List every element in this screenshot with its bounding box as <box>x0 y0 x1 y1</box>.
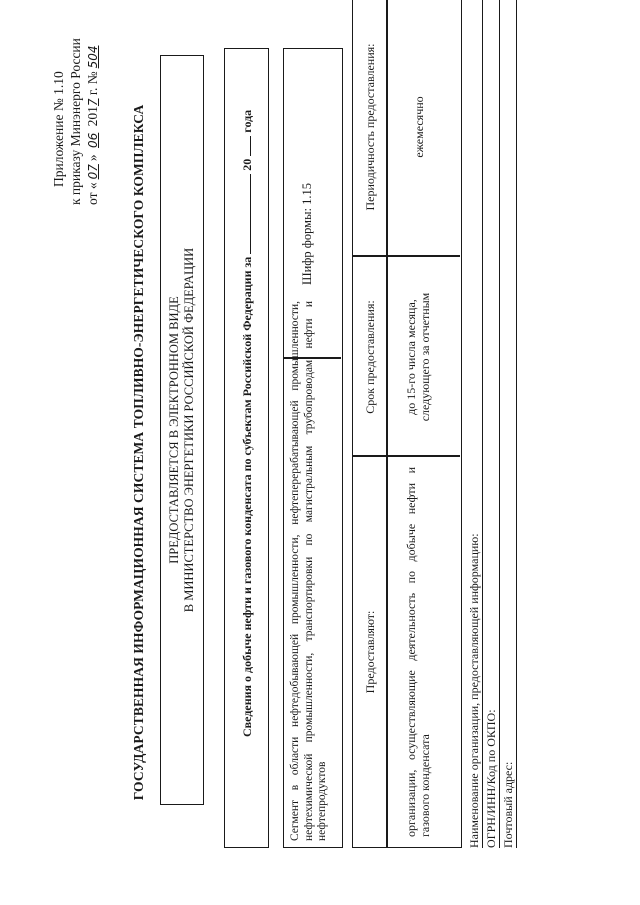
page-title: ГОСУДАРСТВЕННАЯ ИНФОРМАЦИОННАЯ СИСТЕМА ТОПЛИВНО-ЭНЕРГЕТИЧЕСКОГО КОМПЛЕКСА <box>131 104 146 801</box>
header-providers: Предоставляют: <box>363 610 377 694</box>
header-deadline: Срок предоставления: <box>363 300 377 414</box>
cell-providers: организации, осуществляющие деятельность по добыче нефти и газового конденсата <box>404 467 432 837</box>
header-periodicity: Периодичность предоставления: <box>363 43 377 211</box>
handwritten-year-digit: 7 <box>86 98 100 107</box>
segment-description: Сегмент в области нефтедобывающей промышленности, нефтеперерабатывающей промышленности, нефтехимической промышленности, транспортировки по магистральным трубопроводам нефти и нефтепродуктов <box>289 301 329 841</box>
year-prefix: 20 <box>240 158 254 171</box>
cell-deadline: до 15-го числа месяца, следующего за отчетным <box>404 292 432 422</box>
cell-periodicity: ежемесячно <box>412 96 426 158</box>
submission-line-2: В МИНИСТЕРСТВО ЭНЕРГЕТИКИ РОССИЙСКОЙ ФЕДЕРАЦИИ <box>182 247 196 613</box>
handwritten-month: 06 <box>86 132 100 148</box>
report-title: Сведения о добыче нефти и газового конденсата по субъектам Российской Федерации за <box>240 256 254 737</box>
handwritten-order-number: 504 <box>86 45 100 69</box>
postal-address-field: Почтовый адрес: <box>501 0 517 848</box>
handwritten-day: 07 <box>86 164 100 180</box>
ogrn-inn-field: ОГРН/ИНН/Код по ОКПО: <box>484 0 500 848</box>
providers-table <box>352 0 462 848</box>
providers-header-rule <box>386 0 388 847</box>
report-title-box <box>224 48 269 848</box>
appendix-number: Приложение № 1.10 <box>51 71 66 187</box>
form-cipher: Шифр формы: 1.15 <box>300 183 314 285</box>
appendix-block <box>50 5 102 205</box>
appendix-order-ref: к приказу Минэнерго России <box>68 38 83 205</box>
organization-name-field: Наименование организации, предоставляющей информацию: <box>467 0 483 848</box>
year-blank <box>237 136 251 156</box>
period-blank <box>237 174 251 254</box>
year-suffix: года <box>240 109 254 133</box>
submission-line-1: ПРЕДОСТАВЛЯЕТСЯ В ЭЛЕКТРОННОМ ВИДЕ <box>167 296 181 564</box>
submission-box <box>160 55 204 805</box>
appendix-date-line: от «07» 06 2017 г. №504 <box>84 5 102 205</box>
